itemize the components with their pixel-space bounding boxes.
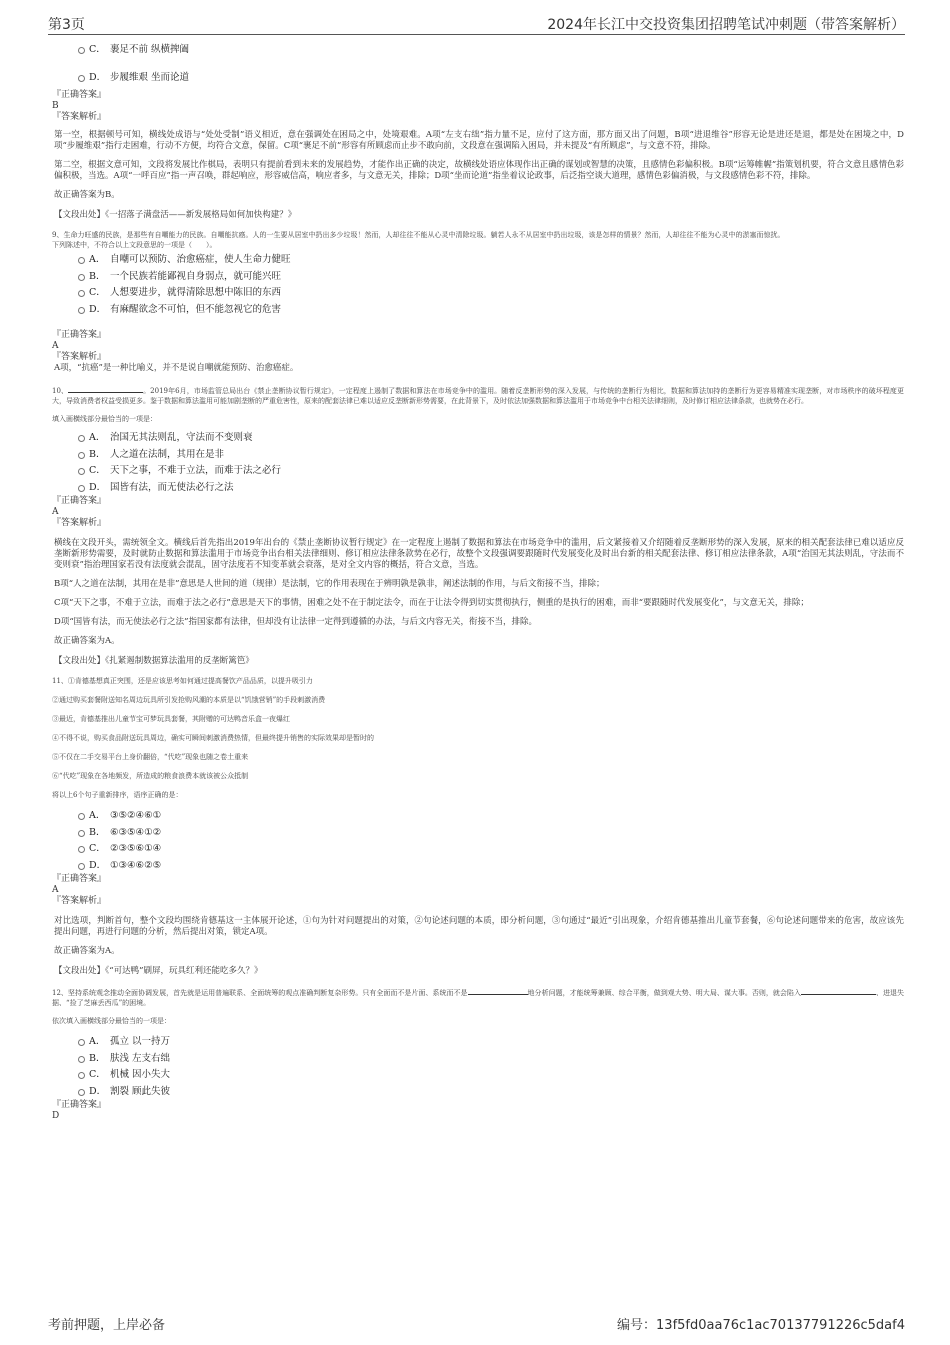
analysis-paragraph: D项“国皆有法，而无使法必行之法”指国家都有法律，但却没有让法律一定得到遵循的办法，与后文内容无关，衔接不当，排除。 [54,617,538,627]
radio-icon[interactable] [78,47,85,54]
conclusion: 故正确答案为A。 [54,636,120,646]
analysis-label: 『答案解析』 [52,352,107,362]
footer-slogan: 考前押题，上岸必备 [48,1318,166,1333]
conclusion: 故正确答案为B。 [54,190,120,200]
q9-option-d[interactable]: D． 有麻醒欲念不可怕，但不能忽视它的危害 [52,302,904,319]
radio-icon[interactable] [78,468,85,475]
analysis-paragraph: A项，“抗癌”是一种比喻义，并不是说自嘲就能预防、治愈癌症。 [54,363,299,373]
answer-label: 『正确答案』 [52,874,107,884]
answer-label: 『正确答案』 [52,496,107,506]
sentence-item: ⑥“代吃”现象在各地频发，所造成的粮食浪费本就该被公众抵制 [52,772,249,780]
radio-icon[interactable] [78,830,85,837]
sentence-item: ③最近，肯德基推出儿童节宝可梦玩具套餐，其附赠的可达鸭音乐盒一夜爆红 [52,715,290,723]
radio-icon[interactable] [78,307,85,314]
answer-label: 『正确答案』 [52,330,107,340]
document-title: 2024年长江中交投资集团招聘笔试冲刺题（带答案解析） [547,17,905,33]
sentence-item: ⑤不仅在二手交易平台上身价翻倍，“代吃”现象也随之卷土重来 [52,753,249,761]
question-prompt: 填入画横线部分最恰当的一项是： [52,415,157,423]
q12-option-c[interactable]: C． 机械 因小失大 [52,1067,904,1084]
radio-icon[interactable] [78,257,85,264]
radio-icon[interactable] [78,274,85,281]
question-prompt: 下列陈述中，不符合以上文段意思的一项是（ ）。 [52,241,217,249]
answer-value: B [52,101,59,111]
radio-icon[interactable] [78,435,85,442]
analysis-paragraph: 对比选项，判断首句，整个文段均围绕肯德基这一主体展开论述，①句为针对问题提出的对策，②句论述问题的本质，即分析问题，③句通过“最近”引出现象，介绍肯德基推出儿童节套餐，⑥句论述问题带来的危害，故应该先提出问题，再进行问题的分析，然后提出对策，锁定A项。 [54,916,904,937]
q11-option-b[interactable]: B． ⑥③⑤④①② [52,825,904,842]
fill-blank [468,986,528,995]
analysis-label: 『答案解析』 [52,112,107,122]
answer-value: A [52,885,59,895]
answer-value: A [52,341,59,351]
sentence-item: ②通过购买套餐附送知名周边玩具所引发抢购风潮的本质是以“饥饿营销”的手段刺激消费 [52,696,326,704]
radio-icon[interactable] [78,290,85,297]
radio-icon[interactable] [78,1089,85,1096]
answer-value: A [52,507,59,517]
answer-value: D [52,1111,60,1121]
analysis-paragraph: 第二空，根据文意可知，文段将发展比作棋局，表明只有提前看到未来的发展趋势，才能作出正确的决定，故横线处语应体现作出正确的谋划或智慧的决策，且感情色彩偏积极。B项“运筹帷幄”指策划机要，符合文意且感情色彩偏积极，当选。A项“一呼百应”指一声召唤，群起响应，形容威信高，响应者多，与文意无关，排除；D项“坐而论道”指坐着议论政事，后泛指空谈大道理，感情色彩偏消极，与文段感情色彩不符，排除。 [54,160,904,181]
page-number: 第3页 [48,17,85,33]
source-citation: 【文段出处】《扎紧遏制数据算法滥用的反垄断篱笆》 [54,656,254,666]
sentence-item: 11、①肯德基想真正突围，还是应该思考如何通过提高餐饮产品品质，以提升吸引力 [52,677,313,685]
q11-option-c[interactable]: C． ②③⑤⑥①④ [52,841,904,858]
document-body [52,36,904,1122]
q9-option-c[interactable]: C． 人想要进步，就得清除思想中陈旧的东西 [52,285,904,302]
q12-option-b[interactable]: B． 肤浅 左支右绌 [52,1051,904,1068]
fill-blank [68,384,143,393]
q11-option-d[interactable]: D． ①③④⑥②⑤ [52,858,904,875]
page-header [48,12,905,35]
conclusion: 故正确答案为A。 [54,946,120,956]
q10-option-c[interactable]: C． 天下之事，不难于立法，而难于法之必行 [52,463,904,480]
analysis-paragraph: 第一空，根据顿号可知，横线处成语与“处处受制”语义相近，意在强调处在困局之中，处境艰难。A项“左支右绌”指力量不足，应付了这方面，那方面又出了问题，B项“进退维谷”形容无论是进还是退，都是处在困境之中，D项“步履维艰”指行走困难，行动不方便，均符合文意，保留。C项“裹足不前”形容有所顾虑而止步不敢向前，文段意在强调陷入困局，并未提及“有所顾虑”，与文意不符，排除。 [54,130,904,151]
q10-option-d[interactable]: D． 国皆有法，而无使法必行之法 [52,480,904,497]
q10-option-a[interactable]: A． 治国无其法则乱，守法而不变则衰 [52,430,904,447]
answer-label: 『正确答案』 [52,1100,107,1110]
radio-icon[interactable] [78,452,85,459]
question-prompt: 依次填入画横线部分最恰当的一项是： [52,1017,171,1025]
question-stem: 9、生命力旺盛的民族，是那些有自嘲能力的民族。自嘲能抗癌。人的一生要从居室中扔出多少垃圾！然而，人却往往不能从心灵中清除垃圾。躺若人永不从居室中扔出垃圾，该是怎样的情景？然而，人却往往不能为心灵中的淤塞而惊扰。 [52,231,785,239]
q11-option-a[interactable]: A． ③⑤②④⑥① [52,808,904,825]
radio-icon[interactable] [78,485,85,492]
q9-option-b[interactable]: B． 一个民族若能鄙视自身弱点，就可能兴旺 [52,269,904,286]
radio-icon[interactable] [78,846,85,853]
source-citation: 【文段出处】《一招落子满盘活——新发展格局如何加快构建？》 [54,210,297,220]
radio-icon[interactable] [78,863,85,870]
radio-icon[interactable] [78,1056,85,1063]
q8-option-d[interactable]: D． 步履维艰 坐而论道 [52,70,904,87]
q12-option-d[interactable]: D． 割裂 顾此失彼 [52,1084,904,1101]
source-citation: 【文段出处】《“可达鸭”刷屏，玩具红利还能吃多久？》 [54,966,263,976]
sentence-item: ④不得不说，购买食品附送玩具周边，确实可瞬间刺激消费热情，但最终提升销售的实际效果却是暂时的 [52,734,374,742]
radio-icon[interactable] [78,1039,85,1046]
analysis-paragraph: C项“天下之事，不难于立法，而难于法之必行”意思是天下的事情，困难之处不在于制定法令，而在于让法令得到切实贯彻执行，侧重的是执行的困难，而非“要跟随时代发展变化”，与文意无关，排除； [54,598,809,608]
q9-option-a[interactable]: A． 自嘲可以预防、治愈癌症，使人生命力健旺 [52,252,904,269]
q12-option-a[interactable]: A． 孤立 以一持万 [52,1034,904,1051]
page-footer [48,1314,905,1332]
q10-option-b[interactable]: B． 人之道在法制，其用在是非 [52,447,904,464]
radio-icon[interactable] [78,813,85,820]
analysis-paragraph: 横线在文段开头，需统领全文。横线后首先指出2019年出台的《禁止垄断协议暂行规定》在一定程度上遏制了数据和算法在市场竞争中的滥用，后文紧接着又介绍随着反垄断形势的深入发展，原来的相关配套法律已难以适应反垄断新形势需要，及时就防止数据和算法滥用于市场竞争出台相关法律细则、修订相应法律条款势在必行，故整个文段强调要跟随时代发展变化及时出台新的相关配套法律、修订相应法律条款，A项“治国无其法则乱，守法而不变则衰”指治理国家若没有法度就会混乱，固守法度若不知变革就会衰落，是对全文内容的概括，符合文意，当选。 [54,538,904,570]
document-id: 编号：13f5fd0aa76c1ac70137791226c5daf4 [617,1318,905,1333]
answer-label: 『正确答案』 [52,90,107,100]
radio-icon[interactable] [78,75,85,82]
question-stem: 12、坚持系统观念推动全面协调发展，首先就是运用普遍联系、全面统筹的观点准确判断复杂形势。只有全面而不是片面、系统而不是 地分析问题，才能统筹兼顾、综合平衡，做到观大势、明大局、谋大事。否则，就会陷入 、进退失据、“捡了芝麻丢西瓜”的困境。 [52,986,904,1008]
question-stem: 10、 。2019年6月，市场监管总局出台《禁止垄断协议暂行规定》，一定程度上遏制了数据和算法在市场竞争中的滥用。随着反垄断形势的深入发展，与传统的垄断行为相比，数据和算法加持的垄断行为更容易精准实现垄断，对市场秩序的破坏程度更大，导致消费者权益受损更多。鉴于数据和算法滥用可能加剧垄断的严重危害性，原来的配套法律已难以适应反垄断新形势需要，在此背景下，及时依法加强数据和算法滥用于市场竞争中台相关法律细则，及时修订相应法律条款，也就势在必行。 [52,384,904,406]
radio-icon[interactable] [78,1072,85,1079]
analysis-paragraph: B项“人之道在法制，其用在是非”意思是人世间的道（规律）是法制，它的作用表现在于辨明孰是孰非，阐述法制的作用，与后文衔接不当，排除； [54,579,605,589]
analysis-label: 『答案解析』 [52,896,107,906]
analysis-label: 『答案解析』 [52,518,107,528]
q8-option-c[interactable]: C． 裹足不前 纵横捭阖 [52,42,904,59]
fill-blank [801,986,876,995]
question-prompt: 将以上6个句子重新排序，语序正确的是： [52,791,183,799]
